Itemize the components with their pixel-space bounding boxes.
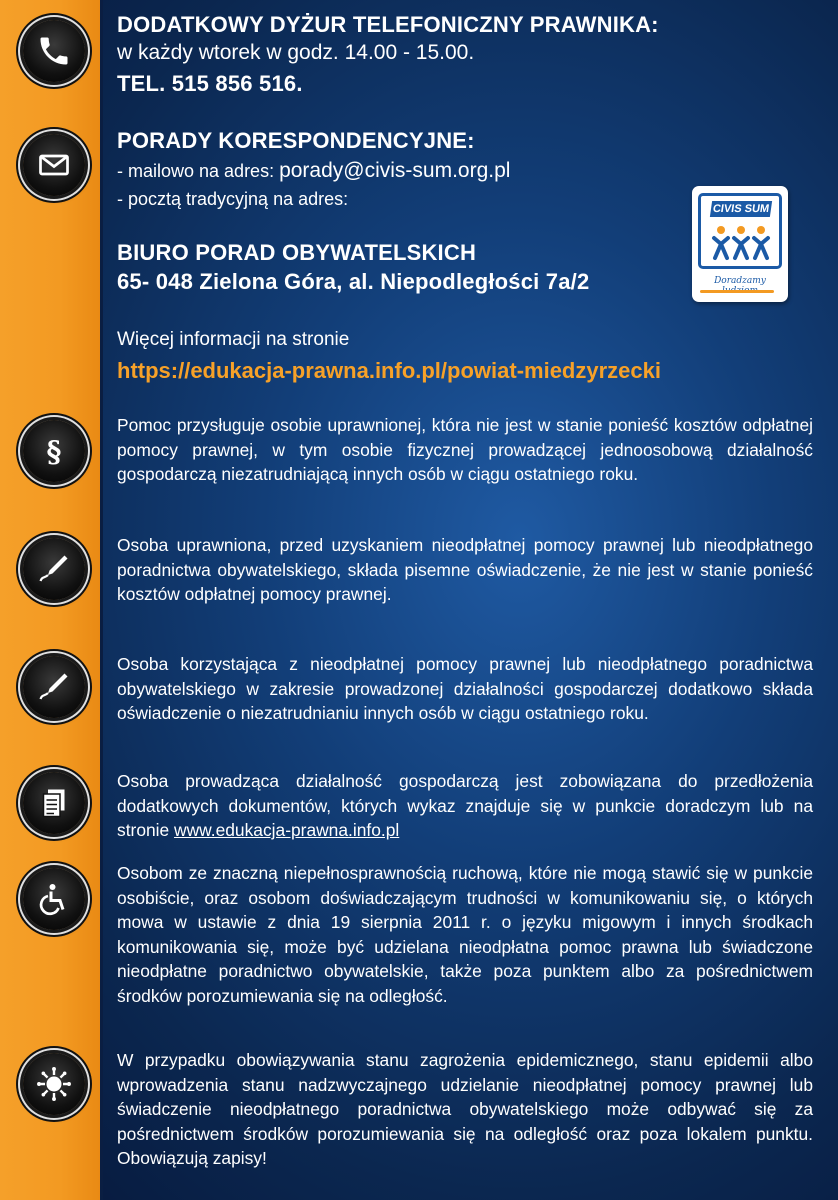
logo-swoosh — [700, 290, 774, 293]
svg-text:§: § — [46, 434, 62, 469]
logo-frame — [698, 193, 782, 269]
envelope-icon — [23, 134, 85, 196]
logo-title: CIVIS SUM — [710, 201, 772, 217]
email-address[interactable]: porady@civis-sum.org.pl — [279, 159, 511, 182]
paragraph-5: Osobom ze znaczną niepełnosprawnością ruchową, które nie mogą stawić się w punkcie osobiście, oraz osobom doświadczającym trudności w komunikowaniu się, o których mowa w ustawie z dnia 19 sierpnia 2011 r. o języku migowym i innych środkach komunikowania się, może być udzielana nieodpłatna pomoc prawna lub świadczone nieodpłatne poradnictwo obywatelskie, także poza punktem albo za pośrednictwem środków porozumiewania się na odległość. — [117, 863, 813, 1006]
paragraph-4 — [117, 769, 813, 843]
virus-icon — [23, 1053, 85, 1115]
wheelchair-icon — [23, 868, 85, 930]
email-prefix: - mailowo na adres: — [117, 161, 280, 181]
phone-section-title: DODATKOWY DYŻUR TELEFONICZNY PRAWNIKA: — [117, 12, 659, 37]
correspondence-title: PORADY KORESPONDENCYJNE: — [117, 128, 475, 153]
people-icon — [711, 222, 771, 262]
phone-section — [117, 10, 813, 98]
side-bar-edge — [100, 0, 103, 1200]
more-info — [117, 326, 813, 384]
more-info-label: Więcej informacji na stronie — [117, 329, 350, 350]
pen-icon — [23, 656, 85, 718]
phone-hours: w każdy wtorek w godz. 14.00 - 15.00. — [117, 41, 475, 64]
logo-slogan: Doradzamy — [714, 276, 766, 286]
paragraph-4-text: Osoba prowadząca działalność gospodarczą jest zobowiązana do przedłożenia dodatkowych dokumentów, których wykaz znajduje się w punkcie doradczym lub na stronie — [117, 771, 813, 840]
paragraph-4-link[interactable]: www.edukacja-prawna.info.pl — [174, 820, 400, 840]
paragraph-3: Osoba korzystająca z nieodpłatnej pomocy prawnej lub nieodpłatnego poradnictwa obywatelskiego w zakresie prowadzonej działalności gospodarczej dodatkowo składa oświadczenie o niezatrudnianiu innych osób w ciągu ostatniego roku. — [117, 654, 813, 723]
civis-sum-logo — [692, 186, 788, 302]
office-name: BIURO PORAD OBYWATELSKICH — [117, 240, 477, 265]
more-info-url[interactable]: https://edukacja-prawna.info.pl/powiat-miedzyrzecki — [117, 358, 661, 383]
office-street: 65- 048 Zielona Góra, al. Niepodległości 7a/2 — [117, 269, 590, 294]
paragraph-icon — [23, 420, 85, 482]
documents-icon — [23, 772, 85, 834]
paragraph-2: Osoba uprawniona, przed uzyskaniem nieodpłatnej pomocy prawnej lub nieodpłatnego poradnictwa obywatelskiego, składa pisemne oświadczenie, że nie jest w stanie ponieść kosztów odpłatnej pomocy prawnej. — [117, 535, 813, 604]
pen-icon — [23, 538, 85, 600]
paragraph-6: W przypadku obowiązywania stanu zagrożenia epidemicznego, stanu epidemii albo wprowadzenia stanu nadzwyczajnego udzielanie nieodpłatnej pomocy prawnej lub świadczenie nieodpłatnego poradnictwa obywatelskiego może odbywać się za pośrednictwem środków porozumiewania się na odległość oraz poza lokalem punktu. Obowiązują zapisy! — [117, 1050, 813, 1168]
phone-icon — [23, 20, 85, 82]
paragraph-1: Pomoc przysługuje osobie uprawnionej, która nie jest w stanie ponieść kosztów odpłatnej pomocy prawnej, w tym osobie fizycznej prowadzącej jednoosobową działalność gospodarczą niezatrudniającą innych osób w ciągu ostatniego roku. — [117, 415, 813, 484]
post-line: - pocztą tradycyjną na adres: — [117, 189, 349, 209]
phone-number[interactable]: TEL. 515 856 516. — [117, 71, 303, 96]
